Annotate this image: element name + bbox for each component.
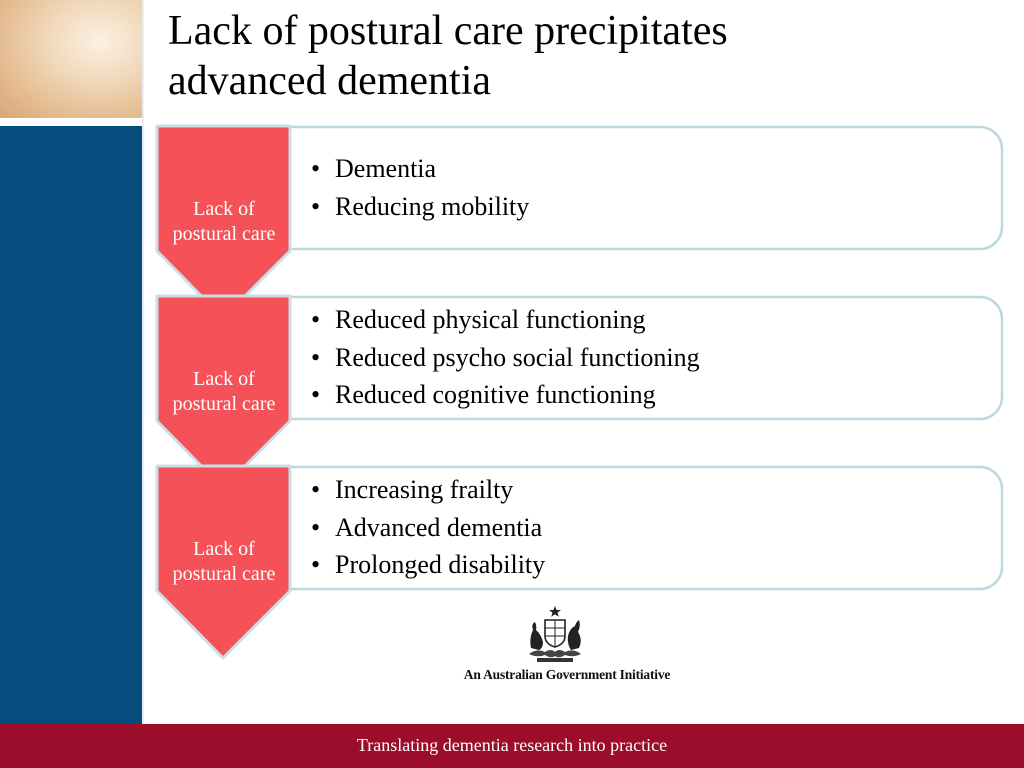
step-2-chevron-label <box>157 367 291 417</box>
bullet-item: • Prolonged disability <box>309 546 545 584</box>
step-3-bullets <box>309 471 545 584</box>
corner-decoration <box>0 0 142 118</box>
chevron-label-line-2: postural care <box>172 563 276 585</box>
bullet-item: • Reduced cognitive functioning <box>309 376 700 414</box>
bullet-item: • Reduced physical functioning <box>309 301 700 339</box>
step-2-bullets <box>309 301 700 414</box>
chevron-label-line-1: Lack of <box>193 368 255 390</box>
bullet-item: • Advanced dementia <box>309 509 545 547</box>
coat-of-arms-icon <box>523 604 587 664</box>
bullet-item: • Dementia <box>309 150 529 188</box>
left-color-band <box>0 126 142 724</box>
step-1-bullets <box>309 150 529 225</box>
left-divider <box>142 0 144 724</box>
step-3-chevron-label <box>157 537 291 587</box>
title-line-1: Lack of postural care precipitates <box>168 8 728 54</box>
bullet-item: • Reducing mobility <box>309 188 529 226</box>
bullet-item: • Reduced psycho social functioning <box>309 339 700 377</box>
footer-text: Translating dementia research into practice <box>356 735 668 755</box>
bullet-item: • Increasing frailty <box>309 471 545 509</box>
chevron-label-line-1: Lack of <box>193 198 255 220</box>
title-line-2: advanced dementia <box>168 58 491 104</box>
slide-title <box>168 6 988 106</box>
chevron-label-line-1: Lack of <box>193 538 255 560</box>
chevron-label-line-2: postural care <box>172 223 276 245</box>
corner-gap <box>0 118 142 126</box>
step-1-chevron-label <box>157 197 291 247</box>
chevron-label-line-2: postural care <box>172 393 276 415</box>
logo-caption: An Australian Government Initiative <box>463 667 671 682</box>
